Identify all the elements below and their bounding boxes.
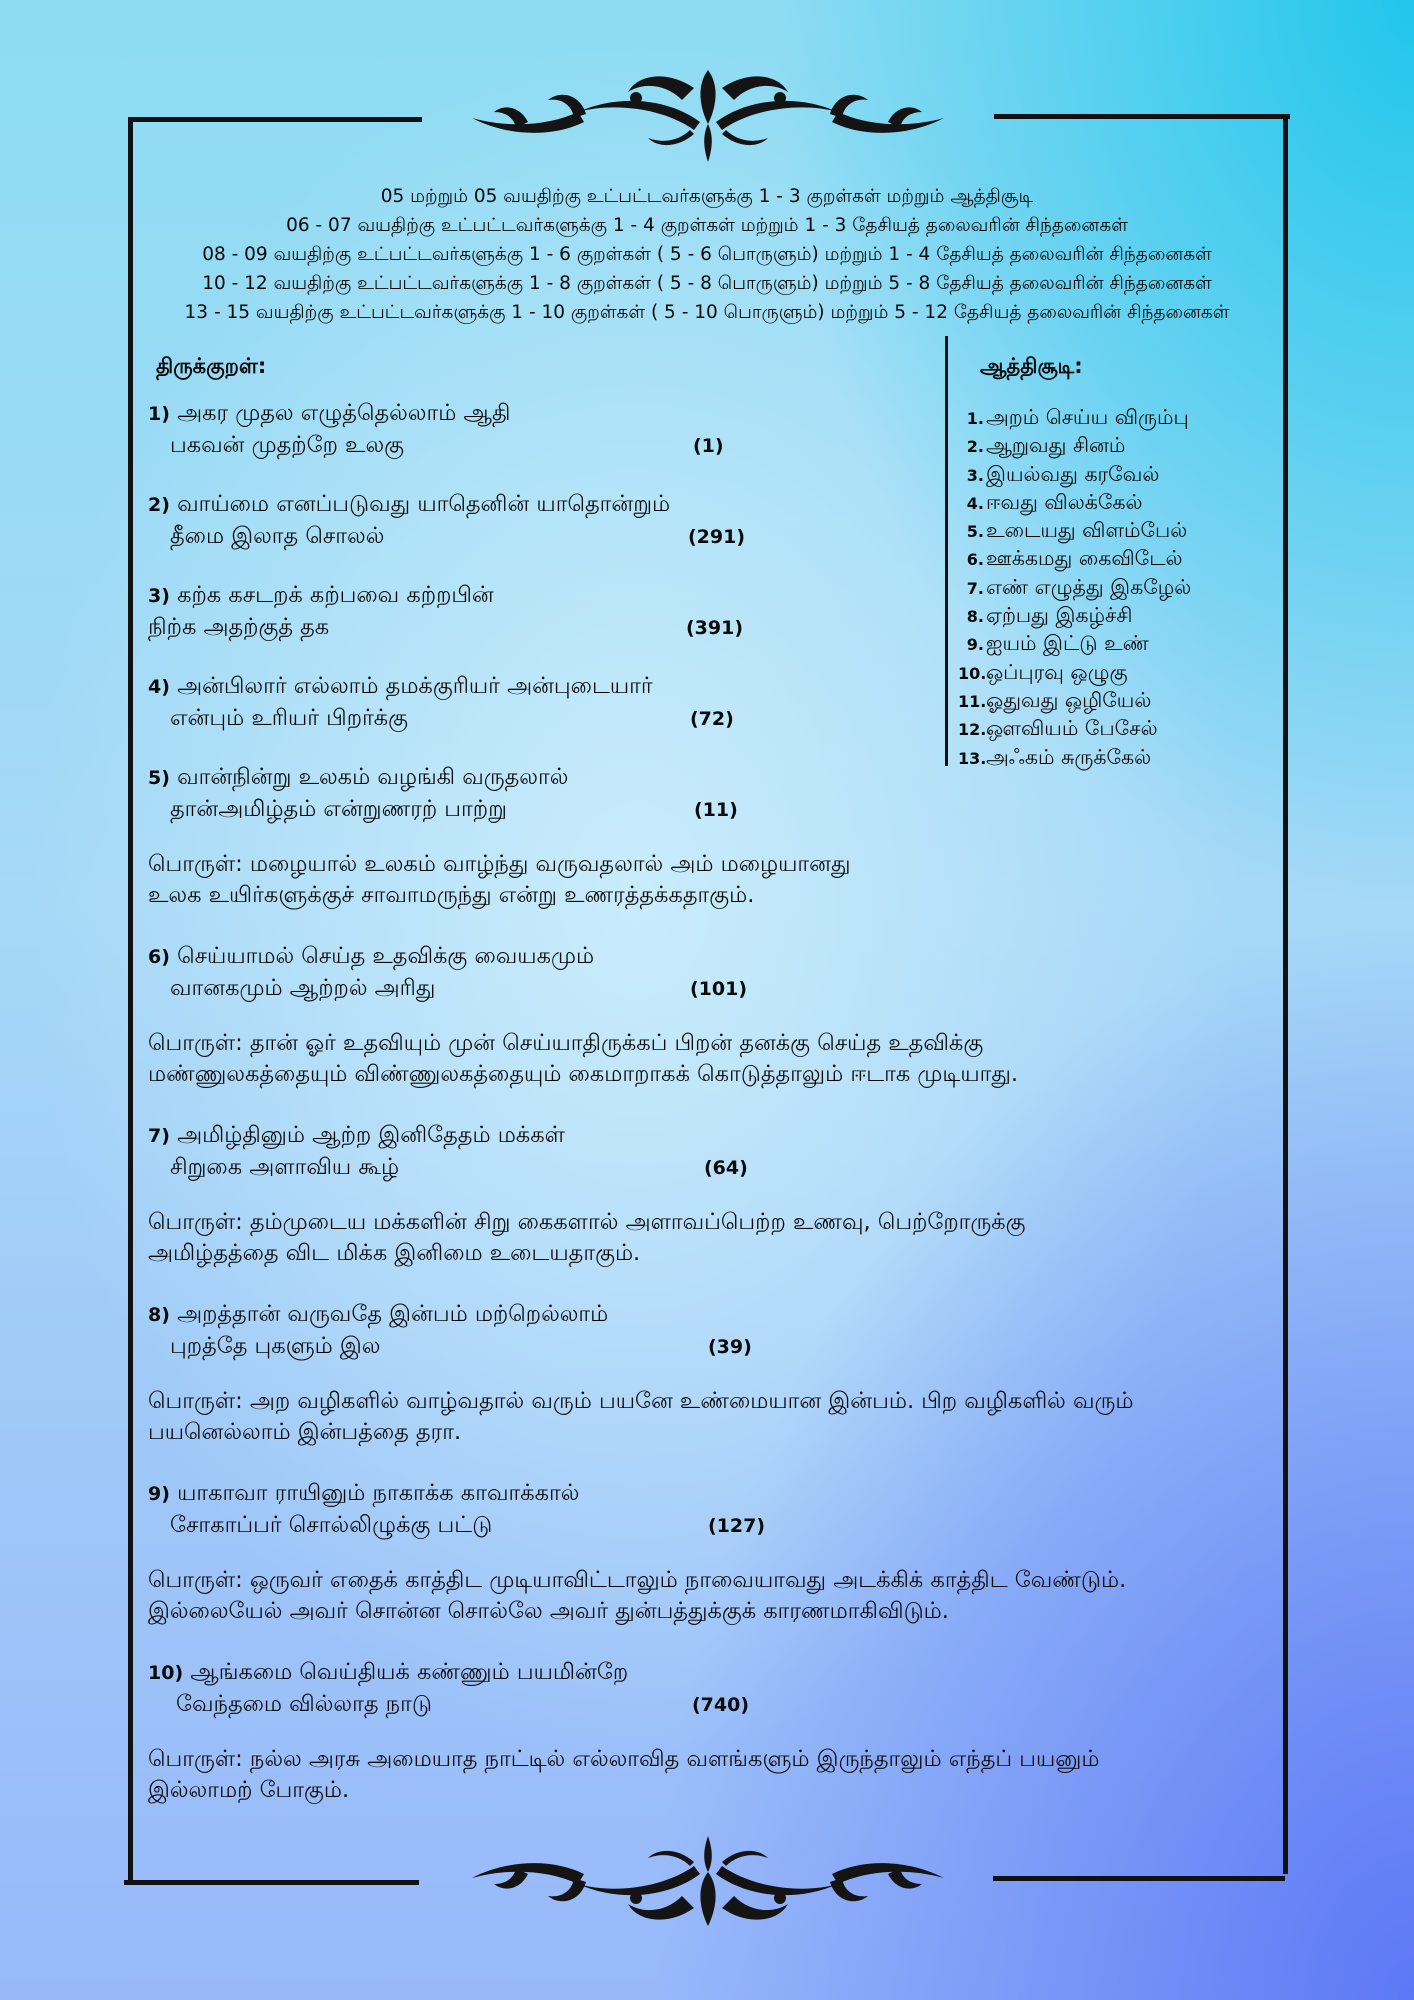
aathichudi-text: ஓதுவது ஒழியேல் [986, 687, 1152, 712]
kural-line-2: தீமை இலாத சொலல் [170, 523, 385, 549]
kural-line-1: ஆங்கமை வெய்தியக் கண்ணும் பயமின்றே [190, 1659, 629, 1685]
intro-line: 10 - 12 வயதிற்கு உட்பட்டவர்களுக்கு 1 - 8 குறள்கள் ( 5 - 8 பொருளும்) மற்றும் 5 - 8 தேசியத் தலைவரின் சிந்தனைகள் [202, 273, 1212, 294]
aathichudi-number: 8. [966, 607, 984, 627]
aathichudi-item [958, 687, 1191, 715]
kural-line-2: புறத்தே புகளும் இல [170, 1333, 381, 1359]
kural-reference: (1) [693, 435, 724, 457]
aathichudi-item [958, 489, 1191, 517]
aathichudi-number: 1. [966, 409, 984, 428]
aathichudi-number: 4. [966, 493, 984, 513]
aathichudi-item [958, 545, 1191, 573]
kural-line-1: அன்பிலார் எல்லாம் தமக்குரியர் அன்புடையார் [177, 673, 653, 699]
aathichudi-text: ஏற்பது இகழ்ச்சி [986, 603, 1133, 628]
kural-reference: (391) [686, 617, 744, 639]
kural-meaning [148, 1744, 1278, 1806]
intro-line: 06 - 07 வயதிற்கு உட்பட்டவர்களுக்கு 1 - 4 குறள்கள் மற்றும் 1 - 3 தேசியத் தலைவரின் சிந்தனைகள் [286, 215, 1128, 236]
kural-line-1: கற்க கசடறக் கற்பவை கற்றபின் [177, 582, 494, 608]
frame-bottom-left-line [124, 1880, 419, 1885]
kural-reference: (11) [694, 799, 738, 821]
aathichudi-item [958, 461, 1191, 489]
kural-number: 2) [148, 494, 170, 516]
thirukkural-heading: திருக்குறள்: [156, 354, 267, 378]
kural-line-1: அகர முதல எழுத்தெல்லாம் ஆதி [177, 400, 511, 426]
frame-top-right-line [994, 114, 1290, 119]
aathichudi-text: ஆறுவது சினம் [986, 433, 1126, 458]
kural-line-2: பகவன் முதற்றே உலகு [170, 432, 404, 458]
top-ornament [468, 64, 948, 164]
kural-reference: (72) [690, 708, 734, 730]
kural-item [148, 1478, 1278, 1541]
aathichudi-number: 3. [966, 465, 984, 485]
kural-reference: (64) [704, 1157, 748, 1179]
aathichudi-list [958, 404, 1191, 772]
intro-line: 13 - 15 வயதிற்கு உட்பட்டவர்களுக்கு 1 - 10 குறள்கள் ( 5 - 10 பொருளும்) மற்றும் 5 - 12 தேசியத் தலைவரின் சிந்தனைகள் [184, 302, 1230, 323]
kural-line-1: வாய்மை எனப்படுவது யாதெனின் யாதொன்றும் [177, 491, 671, 517]
aathichudi-number: 11. [958, 691, 987, 711]
aathichudi-number: 2. [966, 437, 984, 457]
meaning-line: பொருள்: தான் ஓர் உதவியும் முன் செய்யாதிருக்கப் பிறன் தனக்கு செய்த உதவிக்கு [148, 1030, 984, 1056]
kural-line-1: வான்நின்று உலகம் வழங்கி வருதலால் [177, 764, 569, 790]
frame-left-line [128, 117, 133, 1885]
aathichudi-text: அஃகம் சுருக்கேல் [986, 744, 1152, 769]
aathichudi-item [958, 574, 1191, 602]
kural-meaning [148, 1028, 1278, 1090]
kural-line-2: நிற்க அதற்குத் தக [148, 614, 330, 640]
meaning-line: அமிழ்தத்தை விட மிக்க இனிமை உடையதாகும். [148, 1240, 641, 1266]
aathichudi-text: ஊக்கமது கைவிடேல் [986, 546, 1183, 571]
meaning-line: பொருள்: ஒருவர் எதைக் காத்திட முடியாவிட்டாலும் நாவையாவது அடக்கிக் காத்திட வேண்டும். [148, 1567, 1127, 1593]
aathichudi-number: 10. [958, 663, 987, 683]
kural-line-1: அறத்தான் வருவதே இன்பம் மற்றெல்லாம் [177, 1301, 609, 1327]
kural-number: 7) [148, 1125, 170, 1147]
aathichudi-item [958, 630, 1191, 658]
age-criteria-intro [140, 182, 1274, 327]
frame-top-left-line [128, 117, 422, 122]
meaning-line: இல்லையேல் அவர் சொன்ன சொல்லே அவர் துன்பத்துக்குக் காரணமாகிவிடும். [148, 1598, 949, 1624]
kural-number: 5) [148, 767, 170, 789]
aathichudi-item [958, 715, 1191, 743]
aathichudi-text: ஈவது விலக்கேல் [986, 489, 1143, 514]
kural-item [148, 1120, 1278, 1183]
intro-line: 08 - 09 வயதிற்கு உட்பட்டவர்களுக்கு 1 - 6 குறள்கள் ( 5 - 6 பொருளும்) மற்றும் 1 - 4 தேசியத் தலைவரின் சிந்தனைகள் [202, 244, 1212, 265]
bottom-ornament [468, 1832, 948, 1932]
kural-reference: (101) [690, 978, 748, 1000]
frame-bottom-right-line [993, 1876, 1285, 1881]
kural-line-1: யாகாவா ராயினும் நாகாக்க காவாக்கால் [177, 1480, 580, 1506]
kural-item [148, 941, 1278, 1004]
kural-line-2: வானகமும் ஆற்றல் அரிது [170, 975, 436, 1001]
kural-number: 10) [148, 1662, 184, 1684]
kural-line-2: தான்அமிழ்தம் என்றுணரற் பாற்று [170, 796, 507, 822]
aathichudi-text: உடையது விளம்பேல் [986, 518, 1188, 543]
kural-line-1: அமிழ்தினும் ஆற்ற இனிதேதம் மக்கள் [177, 1122, 565, 1148]
aathichudi-item [958, 602, 1191, 630]
kural-line-2: சிறுகை அளாவிய கூழ் [170, 1154, 400, 1180]
meaning-line: இல்லாமற் போகும். [148, 1777, 350, 1803]
aathichudi-heading: ஆத்திசூடி: [980, 354, 1083, 378]
meaning-line: பயனெல்லாம் இன்பத்தை தரா. [148, 1419, 462, 1445]
aathichudi-number: 9. [966, 635, 984, 655]
aathichudi-item [958, 659, 1191, 687]
aathichudi-text: ஐயம் இட்டு உண் [986, 631, 1149, 656]
aathichudi-number: 13. [958, 748, 987, 768]
kural-reference: (127) [708, 1515, 766, 1537]
kural-number: 6) [148, 946, 170, 968]
meaning-line: உலக உயிர்களுக்குச் சாவாமருந்து என்று உணரத்தக்கதாகும். [148, 882, 755, 908]
aathichudi-text: அறம் செய்ய விரும்பு [986, 405, 1189, 429]
kural-meaning [148, 849, 1278, 911]
frame-right-line [1283, 114, 1288, 1874]
meaning-line: பொருள்: அற வழிகளில் வாழ்வதால் வரும் பயனே உண்மையான இன்பம். பிற வழிகளில் வரும் [148, 1388, 1134, 1414]
intro-line: 05 மற்றும் 05 வயதிற்கு உட்பட்டவர்களுக்கு 1 - 3 குறள்கள் மற்றும் ஆத்திசூடி [380, 186, 1034, 207]
kural-meaning [148, 1207, 1278, 1269]
aathichudi-text: எண் எழுத்து இகழேல் [986, 574, 1192, 599]
kural-line-2: என்பும் உரியர் பிறர்க்கு [170, 705, 409, 731]
aathichudi-item [958, 517, 1191, 545]
kural-line-1: செய்யாமல் செய்த உதவிக்கு வையகமும் [177, 943, 595, 969]
kural-line-2: சோகாப்பர் சொல்லிழுக்கு பட்டு [170, 1512, 493, 1538]
aathichudi-number: 5. [966, 522, 984, 542]
meaning-line: பொருள்: நல்ல அரசு அமையாத நாட்டில் எல்லாவித வளங்களும் இருந்தாலும் எந்தப் பயனும் [148, 1746, 1100, 1772]
aathichudi-text: ஒப்புரவு ஒழுகு [986, 659, 1128, 684]
kural-item [148, 1299, 1278, 1362]
aathichudi-item [958, 432, 1191, 460]
aathichudi-item [958, 404, 1191, 432]
kural-reference: (291) [688, 526, 746, 548]
kural-number: 8) [148, 1304, 170, 1326]
meaning-line: பொருள்: தம்முடைய மக்களின் சிறு கைகளால் அளாவப்பெற்ற உணவு, பெற்றோருக்கு [148, 1209, 1026, 1235]
kural-meaning [148, 1565, 1278, 1627]
meaning-line: மண்ணுலகத்தையும் விண்ணுலகத்தையும் கைமாறாகக் கொடுத்தாலும் ஈடாக முடியாது. [148, 1061, 1019, 1087]
kural-line-2: வேந்தமை வில்லாத நாடு [176, 1691, 432, 1717]
kural-meaning [148, 1386, 1278, 1448]
aathichudi-number: 7. [966, 578, 984, 598]
kural-number: 4) [148, 676, 170, 698]
kural-number: 3) [148, 585, 170, 607]
kural-item [148, 1657, 1278, 1720]
aathichudi-text: இயல்வது கரவேல் [986, 461, 1160, 486]
aathichudi-text: ஔவியம் பேசேல் [986, 716, 1158, 741]
kural-reference: (39) [708, 1336, 752, 1358]
aathichudi-number: 12. [958, 720, 987, 740]
kural-number: 9) [148, 1483, 170, 1505]
kural-reference: (740) [692, 1694, 750, 1716]
kural-number: 1) [148, 403, 170, 425]
meaning-line: பொருள்: மழையால் உலகம் வாழ்ந்து வருவதலால் அம் மழையானது [148, 851, 851, 877]
aathichudi-number: 6. [966, 550, 984, 570]
aathichudi-item [958, 744, 1191, 772]
